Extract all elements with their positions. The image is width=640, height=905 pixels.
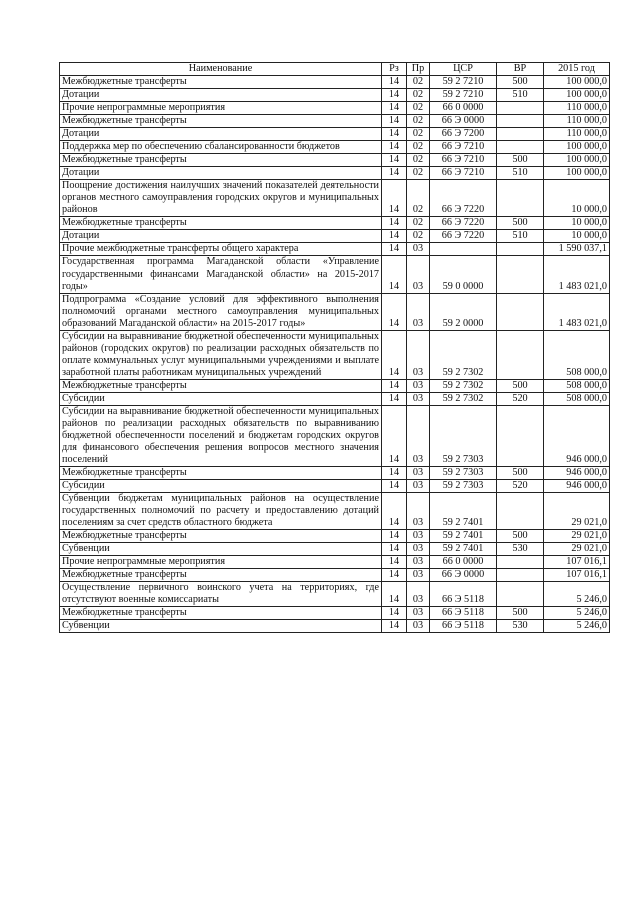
row-vr	[497, 569, 544, 582]
row-vr: 500	[497, 76, 544, 89]
row-name: Межбюджетные трансферты	[60, 217, 382, 230]
row-csr: 59 2 7401	[430, 493, 497, 530]
table-row	[60, 543, 610, 556]
row-csr: 66 Э 0000	[430, 115, 497, 128]
table-row	[60, 569, 610, 582]
row-vr	[497, 141, 544, 154]
header-csr: ЦСР	[430, 63, 497, 76]
row-pr: 02	[407, 230, 430, 243]
row-pr: 03	[407, 330, 430, 379]
header-pr: Пр	[407, 63, 430, 76]
row-rz: 14	[382, 102, 407, 115]
row-rz: 14	[382, 141, 407, 154]
budget-table	[59, 62, 610, 633]
row-vr	[497, 556, 544, 569]
row-vr: 520	[497, 392, 544, 405]
table-row	[60, 115, 610, 128]
row-csr: 59 2 7210	[430, 89, 497, 102]
row-pr: 02	[407, 102, 430, 115]
row-csr: 66 Э 5118	[430, 607, 497, 620]
table-row	[60, 620, 610, 633]
row-csr: 66 Э 5118	[430, 620, 497, 633]
row-name: Прочие межбюджетные трансферты общего характера	[60, 243, 382, 256]
row-amount: 5 246,0	[544, 620, 610, 633]
row-csr: 59 2 7303	[430, 480, 497, 493]
row-csr: 59 2 7303	[430, 467, 497, 480]
row-rz: 14	[382, 493, 407, 530]
row-vr	[497, 493, 544, 530]
row-vr	[497, 128, 544, 141]
row-csr: 66 Э 7210	[430, 167, 497, 180]
table-row	[60, 480, 610, 493]
table-row	[60, 607, 610, 620]
row-amount: 10 000,0	[544, 230, 610, 243]
table-row	[60, 493, 610, 530]
row-amount: 5 246,0	[544, 607, 610, 620]
row-rz: 14	[382, 392, 407, 405]
table-row	[60, 582, 610, 607]
row-amount: 100 000,0	[544, 89, 610, 102]
row-rz: 14	[382, 530, 407, 543]
table-row	[60, 128, 610, 141]
row-vr	[497, 102, 544, 115]
row-amount: 107 016,1	[544, 556, 610, 569]
row-csr: 66 Э 7210	[430, 154, 497, 167]
row-csr: 66 Э 7220	[430, 230, 497, 243]
row-vr: 500	[497, 379, 544, 392]
row-vr: 510	[497, 167, 544, 180]
table-row	[60, 76, 610, 89]
row-pr: 03	[407, 530, 430, 543]
row-csr: 66 Э 7210	[430, 141, 497, 154]
row-rz: 14	[382, 154, 407, 167]
row-vr: 530	[497, 543, 544, 556]
row-pr: 03	[407, 480, 430, 493]
row-amount: 10 000,0	[544, 217, 610, 230]
table-row	[60, 556, 610, 569]
row-rz: 14	[382, 256, 407, 293]
table-row	[60, 102, 610, 115]
table-row	[60, 180, 610, 217]
row-csr: 59 2 7401	[430, 543, 497, 556]
row-rz: 14	[382, 405, 407, 466]
row-name: Межбюджетные трансферты	[60, 607, 382, 620]
row-csr: 59 0 0000	[430, 256, 497, 293]
row-amount: 946 000,0	[544, 405, 610, 466]
header-rz: Рз	[382, 63, 407, 76]
row-name: Субвенции	[60, 543, 382, 556]
row-vr: 500	[497, 467, 544, 480]
row-amount: 100 000,0	[544, 76, 610, 89]
row-csr: 59 2 7303	[430, 405, 497, 466]
row-rz: 14	[382, 556, 407, 569]
row-rz: 14	[382, 379, 407, 392]
table-row	[60, 330, 610, 379]
row-amount: 508 000,0	[544, 330, 610, 379]
header-vr: ВР	[497, 63, 544, 76]
table-row	[60, 293, 610, 330]
row-pr: 03	[407, 293, 430, 330]
row-pr: 03	[407, 467, 430, 480]
row-rz: 14	[382, 620, 407, 633]
row-csr: 59 2 7302	[430, 330, 497, 379]
row-vr: 510	[497, 230, 544, 243]
header-name: Наименование	[60, 63, 382, 76]
row-pr: 02	[407, 180, 430, 217]
row-name: Прочие непрограммные мероприятия	[60, 556, 382, 569]
row-rz: 14	[382, 480, 407, 493]
row-vr: 530	[497, 620, 544, 633]
row-rz: 14	[382, 128, 407, 141]
table-row	[60, 467, 610, 480]
row-name: Субсидии	[60, 392, 382, 405]
row-name: Поощрение достижения наилучших значений показателей деятельности органов местного самоуправления городских округов и муниципальных районов	[60, 180, 382, 217]
row-vr	[497, 405, 544, 466]
row-vr: 500	[497, 530, 544, 543]
table-row	[60, 141, 610, 154]
row-amount: 10 000,0	[544, 180, 610, 217]
row-amount: 100 000,0	[544, 141, 610, 154]
row-pr: 02	[407, 76, 430, 89]
row-csr: 66 Э 7220	[430, 217, 497, 230]
row-amount: 1 483 021,0	[544, 256, 610, 293]
row-name: Субвенции бюджетам муниципальных районов на осуществление государственных полномочий по расчету и предоставлению дотаций поселениям за счет средств областного бюджета	[60, 493, 382, 530]
row-vr: 500	[497, 154, 544, 167]
row-rz: 14	[382, 467, 407, 480]
table-row	[60, 530, 610, 543]
row-pr: 03	[407, 556, 430, 569]
row-csr: 59 2 7210	[430, 76, 497, 89]
row-csr: 59 2 7302	[430, 392, 497, 405]
row-rz: 14	[382, 543, 407, 556]
row-name: Дотации	[60, 128, 382, 141]
row-csr	[430, 243, 497, 256]
row-name: Осуществление первичного воинского учета на территориях, где отсутствуют военные комиссариаты	[60, 582, 382, 607]
row-csr: 66 Э 0000	[430, 569, 497, 582]
row-name: Межбюджетные трансферты	[60, 467, 382, 480]
table-row	[60, 89, 610, 102]
table-row	[60, 154, 610, 167]
row-name: Межбюджетные трансферты	[60, 115, 382, 128]
row-amount: 29 021,0	[544, 493, 610, 530]
row-pr: 03	[407, 620, 430, 633]
row-amount: 1 590 037,1	[544, 243, 610, 256]
row-pr: 03	[407, 543, 430, 556]
row-rz: 14	[382, 76, 407, 89]
row-vr	[497, 180, 544, 217]
header-year: 2015 год	[544, 63, 610, 76]
row-name: Дотации	[60, 89, 382, 102]
row-name: Межбюджетные трансферты	[60, 154, 382, 167]
row-pr: 03	[407, 582, 430, 607]
row-vr: 510	[497, 89, 544, 102]
row-name: Межбюджетные трансферты	[60, 569, 382, 582]
row-vr	[497, 256, 544, 293]
row-amount: 110 000,0	[544, 102, 610, 115]
row-pr: 03	[407, 379, 430, 392]
row-rz: 14	[382, 167, 407, 180]
table-row	[60, 256, 610, 293]
row-pr: 02	[407, 115, 430, 128]
row-pr: 03	[407, 607, 430, 620]
row-amount: 107 016,1	[544, 569, 610, 582]
row-rz: 14	[382, 582, 407, 607]
row-amount: 110 000,0	[544, 115, 610, 128]
row-pr: 02	[407, 217, 430, 230]
row-name: Субвенции	[60, 620, 382, 633]
row-csr: 59 2 0000	[430, 293, 497, 330]
row-name: Межбюджетные трансферты	[60, 379, 382, 392]
row-rz: 14	[382, 569, 407, 582]
row-pr: 02	[407, 167, 430, 180]
table-row	[60, 392, 610, 405]
row-vr	[497, 582, 544, 607]
row-rz: 14	[382, 293, 407, 330]
row-rz: 14	[382, 89, 407, 102]
row-csr: 59 2 7401	[430, 530, 497, 543]
row-name: Дотации	[60, 167, 382, 180]
row-name: Межбюджетные трансферты	[60, 76, 382, 89]
row-amount: 29 021,0	[544, 530, 610, 543]
header-row	[60, 63, 610, 76]
table-row	[60, 230, 610, 243]
row-pr: 03	[407, 405, 430, 466]
row-rz: 14	[382, 115, 407, 128]
table-row	[60, 217, 610, 230]
row-amount: 1 483 021,0	[544, 293, 610, 330]
row-rz: 14	[382, 217, 407, 230]
row-name: Субсидии на выравнивание бюджетной обеспеченности муниципальных районов (городских округов) по реализации расходных обязательств по оплате коммунальных услуг муниципальными учреждениями и выплате заработной платы работникам муниципальных учреждений	[60, 330, 382, 379]
row-vr	[497, 115, 544, 128]
row-amount: 5 246,0	[544, 582, 610, 607]
row-name: Субсидии на выравнивание бюджетной обеспеченности муниципальных районов по реализации расходных обязательств по выравниванию бюджетной обеспеченности поселений и бюджетам городских округов для финансового обеспечения решения вопросов местного значения поселений	[60, 405, 382, 466]
table-row	[60, 405, 610, 466]
row-amount: 508 000,0	[544, 392, 610, 405]
row-name: Межбюджетные трансферты	[60, 530, 382, 543]
row-amount: 946 000,0	[544, 467, 610, 480]
row-pr: 03	[407, 256, 430, 293]
table-body	[60, 76, 610, 633]
row-amount: 100 000,0	[544, 167, 610, 180]
row-pr: 03	[407, 243, 430, 256]
row-amount: 946 000,0	[544, 480, 610, 493]
row-vr	[497, 293, 544, 330]
row-name: Прочие непрограммные мероприятия	[60, 102, 382, 115]
row-pr: 02	[407, 141, 430, 154]
table-row	[60, 379, 610, 392]
row-csr: 66 Э 5118	[430, 582, 497, 607]
table-header	[60, 63, 610, 76]
row-vr	[497, 330, 544, 379]
row-rz: 14	[382, 243, 407, 256]
row-vr	[497, 243, 544, 256]
row-name: Подпрограмма «Создание условий для эффективного выполнения полномочий органами местного самоуправления муниципальных образований Магаданской области» на 2015-2017 годы»	[60, 293, 382, 330]
row-amount: 100 000,0	[544, 154, 610, 167]
row-csr: 66 Э 7200	[430, 128, 497, 141]
row-rz: 14	[382, 230, 407, 243]
row-rz: 14	[382, 607, 407, 620]
row-csr: 66 0 0000	[430, 102, 497, 115]
row-csr: 66 Э 7220	[430, 180, 497, 217]
row-name: Дотации	[60, 230, 382, 243]
row-pr: 03	[407, 392, 430, 405]
table-row	[60, 243, 610, 256]
row-rz: 14	[382, 180, 407, 217]
row-pr: 02	[407, 128, 430, 141]
row-pr: 02	[407, 154, 430, 167]
row-vr: 520	[497, 480, 544, 493]
row-pr: 03	[407, 493, 430, 530]
row-pr: 03	[407, 569, 430, 582]
row-csr: 59 2 7302	[430, 379, 497, 392]
row-amount: 110 000,0	[544, 128, 610, 141]
table-row	[60, 167, 610, 180]
row-vr: 500	[497, 217, 544, 230]
row-amount: 29 021,0	[544, 543, 610, 556]
row-vr: 500	[497, 607, 544, 620]
row-amount: 508 000,0	[544, 379, 610, 392]
row-csr: 66 0 0000	[430, 556, 497, 569]
row-rz: 14	[382, 330, 407, 379]
row-pr: 02	[407, 89, 430, 102]
row-name: Государственная программа Магаданской области «Управление государственными финансами Магаданской области» на 2015-2017 годы»	[60, 256, 382, 293]
row-name: Поддержка мер по обеспечению сбалансированности бюджетов	[60, 141, 382, 154]
row-name: Субсидии	[60, 480, 382, 493]
